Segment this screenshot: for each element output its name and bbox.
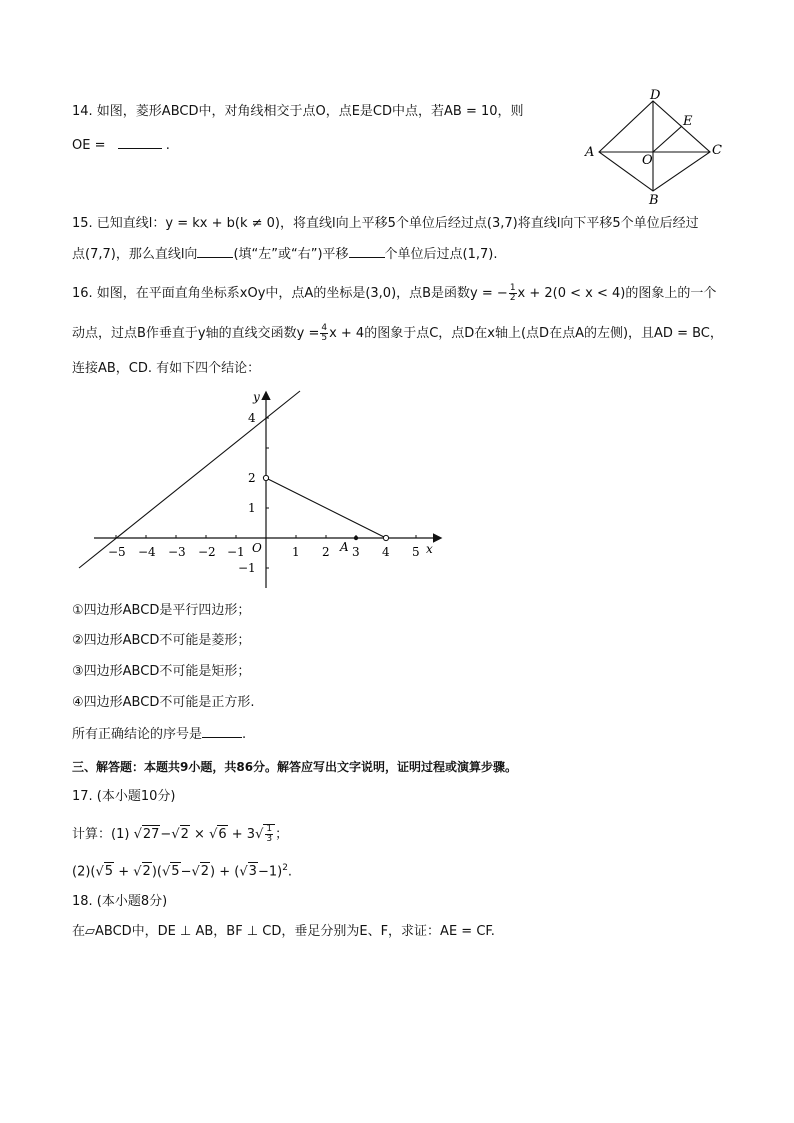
sqrt-2a: 2 bbox=[142, 864, 151, 880]
q17-part2: $(2)(√5 + √2)(√5-√2) + (√3-1)^2$. bbox=[72, 863, 293, 880]
q18-statement: 在▱ABCD中，DE ⊥ AB，BF ⊥ CD，垂足分别为E、F，求证：AE = CF. bbox=[72, 924, 495, 939]
q16-line3: 连接AB，CD. 有如下四个结论： bbox=[72, 361, 261, 376]
q17-frac-num: 1 bbox=[266, 824, 273, 834]
rhombus-label-e: E bbox=[683, 114, 693, 129]
q16-answer-blank bbox=[202, 725, 242, 738]
open-endpoint-0-2 bbox=[263, 475, 268, 480]
rhombus-outline bbox=[599, 101, 710, 191]
q17-p2-open: (2)( bbox=[72, 864, 96, 880]
sqrt-2b: 2 bbox=[200, 864, 210, 880]
y-tick-label: 2 bbox=[248, 471, 256, 485]
q16-fraction-half bbox=[509, 284, 517, 303]
sqrt-5a: 5 bbox=[104, 864, 114, 880]
q15-line2 bbox=[72, 245, 497, 264]
q17-heading: 17. (本小题10分) bbox=[72, 789, 176, 804]
x-tick-label: −4 bbox=[138, 545, 156, 559]
section-3-heading: 三、解答题：本题共9小题，共86分。解答应写出文字说明，证明过程或演算步骤。 bbox=[72, 760, 518, 774]
point-a-label: A bbox=[340, 540, 349, 554]
sqrt-6: 6 bbox=[218, 827, 227, 842]
sqrt-3: 3 bbox=[248, 864, 257, 880]
q15-text-c: 个单位后过点(1,7). bbox=[384, 247, 498, 262]
q16-frac1-num: 1 bbox=[509, 283, 516, 293]
q16-conclusion-4: ④四边形ABCD不可能是正方形. bbox=[72, 695, 255, 710]
q16-conclusion-1: ①四边形ABCD是平行四边形； bbox=[72, 603, 251, 618]
q15-blank-units bbox=[349, 245, 385, 258]
rhombus-label-a: A bbox=[585, 145, 595, 160]
q16-conclusion-3: ③四边形ABCD不可能是矩形； bbox=[72, 664, 251, 679]
coordinate-graph bbox=[72, 383, 452, 593]
y-tick-label: −1 bbox=[238, 561, 256, 575]
rhombus-label-c: C bbox=[712, 143, 722, 158]
q14-line2 bbox=[72, 136, 170, 155]
q16-answer-line bbox=[72, 725, 246, 744]
y-tick-label: 1 bbox=[248, 501, 256, 515]
q15-blank-direction bbox=[197, 245, 233, 258]
q17-minus: − bbox=[160, 827, 172, 842]
rhombus-figure bbox=[580, 88, 730, 208]
sqrt-27: 27 bbox=[142, 827, 160, 842]
q17-part1: 计算：(1) √27−√2 × √6 + 3√ $\frac{1}{3}$ ； bbox=[72, 824, 289, 844]
q17-p2-plus: + bbox=[114, 864, 134, 880]
q16-text-2b: x + 4的图象于点C，点D在x轴上(点D在点A的左侧)，且AD = BC， bbox=[329, 326, 723, 341]
q16-answer-period: . bbox=[242, 727, 247, 742]
q16-frac1-den: 2 bbox=[509, 293, 516, 303]
q17-plus-3: + 3 bbox=[227, 827, 256, 842]
sqrt-one-third bbox=[263, 824, 275, 844]
x-tick-label: 5 bbox=[412, 545, 420, 559]
q14-line1: 14. 如图，菱形ABCD中，对角线相交于点O，点E是CD中点，若AB = 10，则 bbox=[72, 104, 524, 119]
q16-frac2-num: 4 bbox=[321, 323, 328, 333]
q18-heading: 18. (本小题8分) bbox=[72, 894, 168, 909]
x-tick-label: 2 bbox=[322, 545, 330, 559]
q17-p2-dot: . bbox=[287, 864, 293, 880]
q14-period: . bbox=[165, 138, 170, 153]
x-tick-label: 1 bbox=[292, 545, 300, 559]
x-tick-label: 4 bbox=[382, 545, 390, 559]
open-endpoint-4-0 bbox=[383, 535, 388, 540]
x-tick-label: −3 bbox=[168, 545, 186, 559]
q17-p2-close: ) + ( bbox=[210, 864, 240, 880]
q15-text-b: (填“左”或“右”)平移 bbox=[233, 247, 349, 262]
q15-text-a: 点(7,7)，那么直线l向 bbox=[72, 247, 198, 262]
q17-square-exponent: 2 bbox=[282, 863, 288, 873]
q17-part1-prefix: 计算：(1) bbox=[72, 827, 134, 842]
q17-times: × bbox=[189, 827, 210, 842]
sqrt-5b: 5 bbox=[171, 864, 180, 880]
q16-text-1b: x + 2(0 < x < 4)的图象上的一个 bbox=[517, 286, 717, 301]
x-tick-label: 3 bbox=[352, 545, 360, 559]
x-tick-label: −5 bbox=[108, 545, 126, 559]
x-axis-label: x bbox=[426, 542, 433, 556]
rhombus-label-o: O bbox=[642, 153, 653, 168]
origin-label: O bbox=[252, 541, 262, 555]
q14-oe-label: OE = bbox=[72, 138, 106, 153]
q17-p2-end: −1) bbox=[257, 864, 283, 880]
q16-frac2-den: 5 bbox=[321, 333, 328, 343]
q16-line2 bbox=[72, 324, 723, 343]
q16-text-1a: 16. 如图，在平面直角坐标系xOy中，点A的坐标是(3,0)，点B是函数y = − bbox=[72, 286, 508, 301]
sqrt-2: 2 bbox=[180, 827, 189, 842]
q16-text-2a: 动点，过点B作垂直于y轴的直线交函数y = bbox=[72, 326, 320, 341]
rhombus-label-b: B bbox=[649, 193, 659, 208]
q16-conclusion-2: ②四边形ABCD不可能是菱形； bbox=[72, 633, 251, 648]
y-axis-label: y bbox=[253, 390, 260, 404]
q17-frac-one-third bbox=[265, 825, 273, 844]
q17-p2-mid: )( bbox=[151, 864, 162, 880]
segment-y-neg-half-x-plus-2 bbox=[266, 478, 386, 538]
q17-semicolon: ； bbox=[275, 827, 289, 842]
segment-oe bbox=[653, 126, 682, 152]
q16-fraction-four-fifths bbox=[320, 324, 328, 343]
q16-answer-prompt: 所有正确结论的序号是 bbox=[72, 727, 203, 742]
q17-frac-den: 3 bbox=[266, 834, 273, 844]
q15-line1: 15. 已知直线l：y = kx + b(k ≠ 0)，将直线l向上平移5个单位后经过点(3,7)将直线l向下平移5个单位后经过 bbox=[72, 216, 699, 231]
y-tick-label: 4 bbox=[248, 411, 256, 425]
x-tick-label: −1 bbox=[227, 545, 245, 559]
x-tick-label: −2 bbox=[198, 545, 216, 559]
q17-p2-minus: − bbox=[180, 864, 192, 880]
q16-line1 bbox=[72, 284, 716, 303]
rhombus-label-d: D bbox=[650, 88, 661, 103]
q14-answer-blank bbox=[118, 136, 162, 149]
point-a bbox=[354, 536, 358, 540]
